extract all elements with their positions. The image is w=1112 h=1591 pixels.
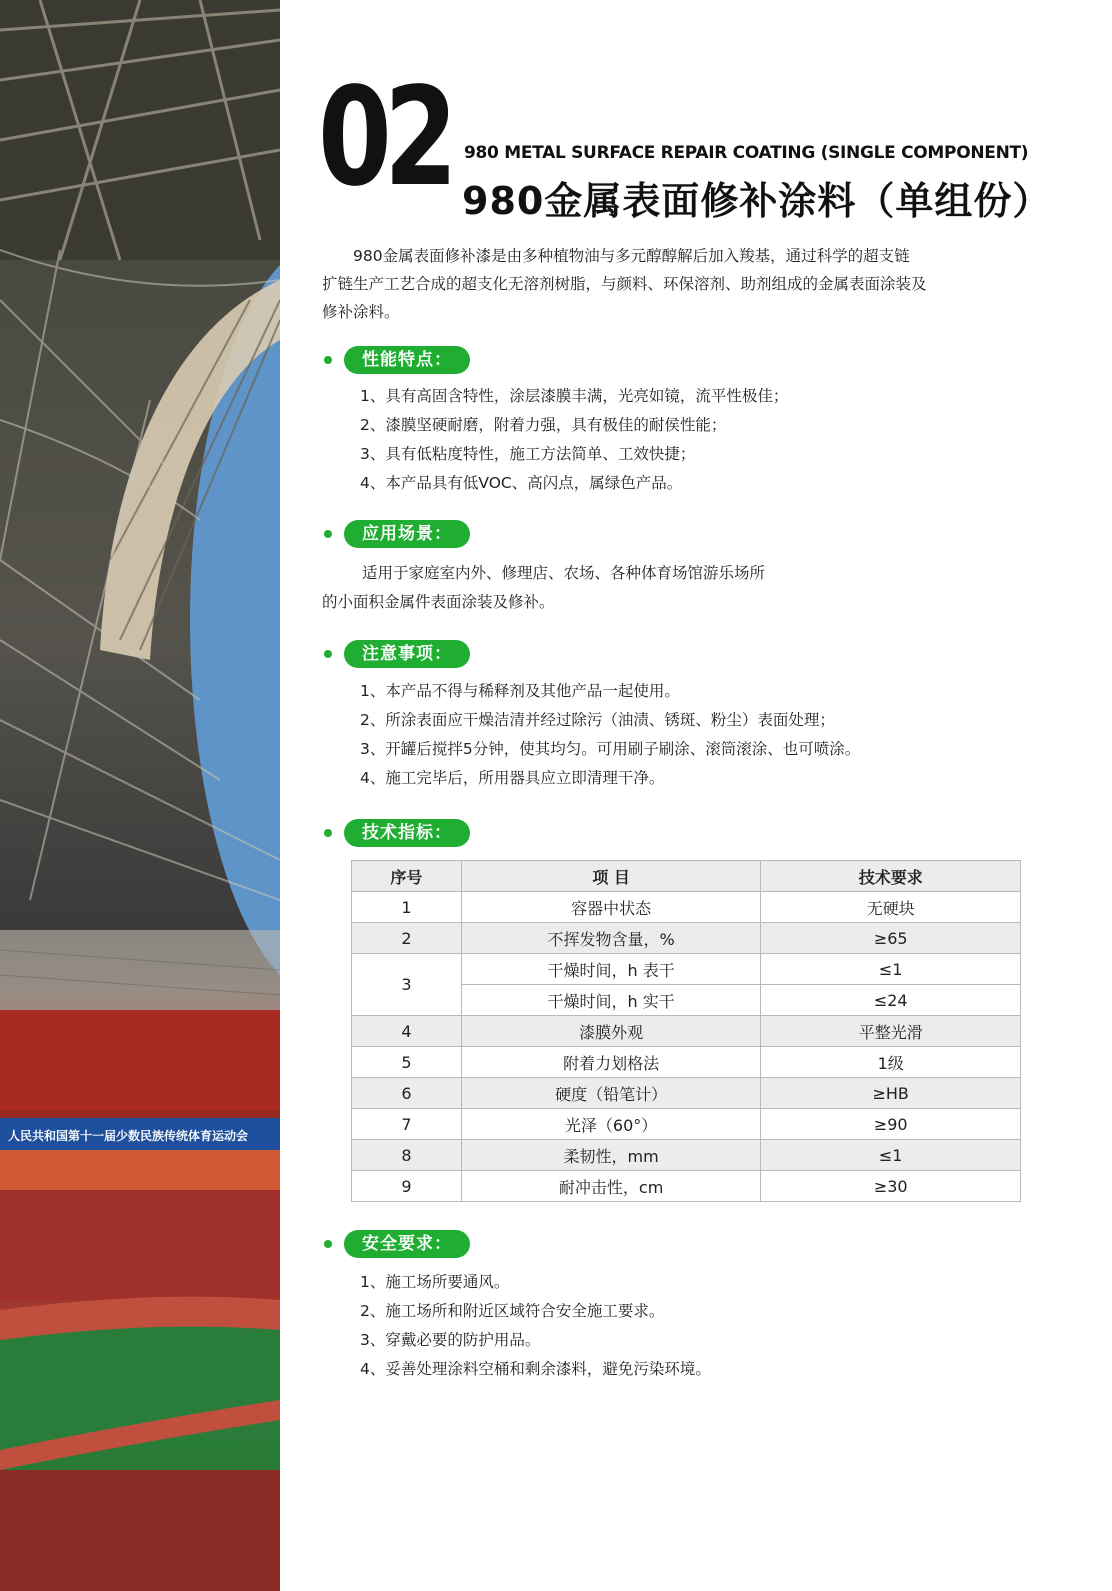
- table-cell-req: 1级: [761, 1047, 1021, 1078]
- table-row: [352, 923, 1021, 954]
- list-item: 1、具有高固含特性，涂层漆膜丰满，光亮如镜，流平性极佳；: [360, 387, 789, 405]
- bullet-dot-icon: [324, 356, 332, 364]
- table-cell-req: ≤24: [761, 985, 1021, 1016]
- table-cell-item: 耐冲击性，cm: [461, 1171, 761, 1202]
- safety-heading: [324, 1230, 470, 1258]
- table-cell-no: 8: [352, 1140, 462, 1171]
- table-header-row: [352, 861, 1021, 892]
- list-item: 4、妥善处理涂料空桶和剩余漆料，避免污染环境。: [360, 1360, 711, 1378]
- bullet-dot-icon: [324, 530, 332, 538]
- table-cell-item: 光泽（60°）: [461, 1109, 761, 1140]
- notes-heading: [324, 640, 470, 668]
- list-item: 4、施工完毕后，所用器具应立即清理干净。: [360, 769, 665, 787]
- section-number: 02: [318, 59, 451, 217]
- table-cell-req: ≤1: [761, 1140, 1021, 1171]
- list-item: 2、漆膜坚硬耐磨，附着力强，具有极佳的耐侯性能；: [360, 416, 727, 434]
- table-cell-no: 9: [352, 1171, 462, 1202]
- intro-line: 修补涂料。: [322, 303, 400, 321]
- intro-line: 980金属表面修补漆是由多种植物油与多元醇醇解后加入羧基，通过科学的超支链: [353, 247, 910, 265]
- features-list: [360, 382, 788, 498]
- intro-line: 扩链生产工艺合成的超支化无溶剂树脂，与颜料、环保溶剂、助剂组成的金属表面涂装及: [322, 275, 927, 293]
- bullet-dot-icon: [324, 1240, 332, 1248]
- applications-title: 应用场景：: [344, 520, 470, 548]
- bullet-dot-icon: [324, 650, 332, 658]
- product-subtitle-en: 980 METAL SURFACE REPAIR COATING (SINGLE COMPONENT): [464, 143, 1029, 163]
- stadium-photo: [0, 0, 280, 1591]
- notes-title: 注意事项：: [344, 640, 470, 668]
- table-row: [352, 954, 1021, 985]
- table-cell-item: 漆膜外观: [461, 1016, 761, 1047]
- table-cell-no: 7: [352, 1109, 462, 1140]
- applications-line: 的小面积金属件表面涂装及修补。: [322, 593, 555, 611]
- table-row: [352, 1016, 1021, 1047]
- table-cell-item: 不挥发物含量，%: [461, 923, 761, 954]
- list-item: 2、所涂表面应干燥洁清并经过除污（油渍、锈斑、粉尘）表面处理；: [360, 711, 835, 729]
- table-cell-req: ≥65: [761, 923, 1021, 954]
- table-cell-no: 6: [352, 1078, 462, 1109]
- product-title: 980金属表面修补涂料（单组份）: [462, 179, 1052, 223]
- table-cell-item: 硬度（铅笔计）: [461, 1078, 761, 1109]
- table-cell-no: 2: [352, 923, 462, 954]
- list-item: 1、本产品不得与稀释剂及其他产品一起使用。: [360, 682, 680, 700]
- safety-title: 安全要求：: [344, 1230, 470, 1258]
- specs-heading: [324, 819, 470, 847]
- specs-table: [351, 860, 1021, 1202]
- features-title: 性能特点：: [344, 346, 470, 374]
- applications-text: [322, 559, 1042, 617]
- table-cell-req: 无硬块: [761, 892, 1021, 923]
- table-cell-no: 3: [352, 954, 462, 1016]
- bullet-dot-icon: [324, 829, 332, 837]
- table-row: [352, 1078, 1021, 1109]
- safety-list: [360, 1268, 711, 1384]
- intro-paragraph: [322, 242, 1042, 326]
- table-cell-item: 干燥时间，h 表干: [461, 954, 761, 985]
- specs-title: 技术指标：: [344, 819, 470, 847]
- list-item: 3、开罐后搅拌5分钟，使其均匀。可用刷子刷涂、滚筒滚涂、也可喷涂。: [360, 740, 861, 758]
- table-header-cell: 序号: [352, 861, 462, 892]
- table-cell-no: 4: [352, 1016, 462, 1047]
- table-cell-req: ≤1: [761, 954, 1021, 985]
- notes-list: [360, 677, 860, 793]
- banner-text: 人民共和国第十一届少数民族传统体育运动会: [8, 1129, 249, 1143]
- list-item: 3、穿戴必要的防护用品。: [360, 1331, 541, 1349]
- table-cell-req: ≥30: [761, 1171, 1021, 1202]
- list-item: 1、施工场所要通风。: [360, 1273, 510, 1291]
- table-cell-req: 平整光滑: [761, 1016, 1021, 1047]
- table-row: [352, 892, 1021, 923]
- table-cell-no: 5: [352, 1047, 462, 1078]
- applications-line: 适用于家庭室内外、修理店、农场、各种体育场馆游乐场所: [362, 564, 766, 582]
- table-cell-no: 1: [352, 892, 462, 923]
- stadium-illustration: [0, 0, 280, 1591]
- table-cell-req: ≥HB: [761, 1078, 1021, 1109]
- table-cell-item: 柔韧性，mm: [461, 1140, 761, 1171]
- table-header-cell: 技术要求: [761, 861, 1021, 892]
- list-item: 4、本产品具有低VOC、高闪点，属绿色产品。: [360, 474, 683, 492]
- table-header-cell: 项 目: [461, 861, 761, 892]
- features-heading: [324, 346, 470, 374]
- applications-heading: [324, 520, 470, 548]
- table-cell-req: ≥90: [761, 1109, 1021, 1140]
- list-item: 2、施工场所和附近区域符合安全施工要求。: [360, 1302, 665, 1320]
- table-cell-item: 容器中状态: [461, 892, 761, 923]
- table-row: [352, 1171, 1021, 1202]
- table-row: [352, 1047, 1021, 1078]
- table-row: [352, 1109, 1021, 1140]
- table-cell-item: 附着力划格法: [461, 1047, 761, 1078]
- table-row: [352, 1140, 1021, 1171]
- table-cell-item: 干燥时间，h 实干: [461, 985, 761, 1016]
- list-item: 3、具有低粘度特性，施工方法简单、工效快捷；: [360, 445, 696, 463]
